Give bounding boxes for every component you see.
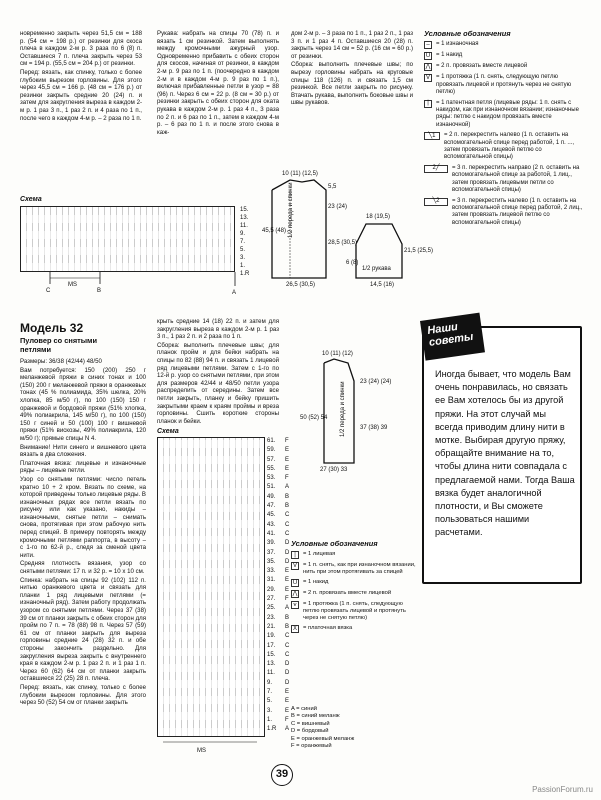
legend-row bbox=[291, 590, 416, 598]
paragraph: дом 2-м р. – 3 раза по 1 п., 1 раз 2 п., 1 раз 3 п. и 1 раз 4 п. Оставшиеся 20 (28) п. закрыть через 14 см = 52 р. (16 см = 60 р.) от резинки. bbox=[291, 30, 413, 60]
row-number-value: 19. bbox=[267, 633, 276, 640]
legend-row bbox=[291, 601, 416, 622]
row-number-value: 9. bbox=[267, 679, 273, 686]
row-number bbox=[267, 632, 289, 641]
row-number-value: 1.R bbox=[267, 726, 277, 733]
legend-row bbox=[424, 132, 584, 162]
row-number bbox=[267, 688, 289, 697]
legend-text: = 1 патентная петля (лицевые ряды: 1 п. снять с накидом, как при изнаночном вязании; изнаночные ряды: петлю с накидом провязать вместе изнаночной) bbox=[436, 99, 579, 128]
row-number bbox=[267, 586, 289, 595]
row-color-letter: C bbox=[285, 530, 290, 537]
row-color-letter: E bbox=[285, 447, 290, 454]
legend-text: = 1 накид bbox=[303, 579, 329, 585]
row-number-value: 13. bbox=[267, 661, 276, 668]
row-number bbox=[267, 697, 289, 706]
paragraph: Рукава: набрать на спицы 70 (78) п. и вязать 1 см резинкой. Затем выполнять между кромочными ажурный узор. Одновременно прибавить с обеих сторон для скосов, начиная от резинки, в каждом 2-м р. 9 раз по 1 п. (поочередно в каждом 2-м и в каждом 4-м р. 9 раз по 1 п.), включая прибавленные петли в узор = 88 (96) п. Через 6 см = 22 р. (8 см = 30 р.) от резинки закрыть с обеих сторон для оката рукава в каждом 2-м р. 1 раз 4 п., 3 раза по 2 п. и 6 раз по 1 п., затем в каждом 4-м р. – 6 раз по 1 п. и после этого снова в каж- bbox=[157, 30, 279, 136]
row-number-value: 5. bbox=[267, 698, 273, 705]
row-color-letter: B bbox=[285, 493, 290, 500]
row-number-value: 47. bbox=[267, 503, 276, 510]
paragraph: крыть средние 14 (18) 22 п. и затем для закругления выреза в каждом 2-м р. 1 раз 3 п., 1 раз 2 п. и 2 раза по 1 п. bbox=[157, 318, 279, 341]
row-color-letter: D bbox=[285, 679, 290, 686]
knit-symbol-icon: | bbox=[291, 551, 299, 559]
marker-ms: MS bbox=[68, 282, 77, 288]
dim-width: 26,5 (30,5) bbox=[286, 282, 316, 288]
dim-neck-drop: 5,5 bbox=[328, 184, 337, 190]
row-color-letter: B bbox=[285, 623, 290, 630]
row-number bbox=[267, 558, 289, 567]
yarn-over-icon: U bbox=[292, 579, 298, 586]
row-number bbox=[267, 456, 289, 465]
model-title: Модель 32 bbox=[20, 321, 84, 335]
row-number: 13. bbox=[240, 215, 249, 221]
row-number-value: 49. bbox=[267, 493, 276, 500]
row-color-letter: E bbox=[285, 465, 290, 472]
dim-neck: 10 (11) (12) bbox=[322, 351, 353, 357]
row-number bbox=[267, 474, 289, 483]
legend-text: = 1 протяжка (1 п. снять, следующую петлю провязать лицевой и протянуть через не снятую петлю) bbox=[303, 601, 406, 621]
row-number bbox=[267, 679, 289, 688]
legend-row bbox=[291, 625, 416, 633]
legend-row bbox=[424, 198, 584, 228]
legend-text: = 1 изнаночная bbox=[436, 41, 479, 48]
text-column-1 bbox=[20, 30, 142, 123]
row-color-letter: E bbox=[285, 707, 290, 714]
legend-text: = 1 п. снять, как при изнаночном вязании, нить при этом протягивать за спицей bbox=[303, 562, 416, 575]
row-color-letter: D bbox=[285, 558, 290, 565]
row-color-letter: D bbox=[285, 661, 290, 668]
legend-row bbox=[291, 579, 416, 587]
color-key-item: E = оранжевый меланж bbox=[291, 735, 355, 742]
dim-sleeve-top: 18 (19,5) bbox=[366, 214, 391, 220]
row-number-value: 55. bbox=[267, 465, 276, 472]
row-number bbox=[267, 642, 289, 651]
text-column-3 bbox=[291, 30, 413, 108]
row-number bbox=[267, 521, 289, 530]
row-number-value: 7. bbox=[267, 689, 273, 696]
row-color-letter: B bbox=[285, 614, 290, 621]
paragraph: Размеры: 36/38 (42/44) 48/50 bbox=[20, 358, 102, 365]
row-color-letter: E bbox=[285, 568, 290, 575]
row-color-letter: D bbox=[285, 549, 290, 556]
legend-row bbox=[424, 63, 584, 71]
row-color-letter: C bbox=[285, 633, 290, 640]
dim-sleeve-side: 21,5 (25,5) bbox=[404, 248, 434, 254]
dim-full: 50 (52) 54 bbox=[300, 415, 328, 421]
row-number bbox=[267, 549, 289, 558]
row-number-value: 3. bbox=[267, 707, 273, 714]
row-number bbox=[267, 604, 289, 613]
paragraph: Средняя плотность вязания, узор со снятыми петлями: 17 п. и 32 р. = 10 х 10 см. bbox=[20, 560, 146, 576]
legend-row bbox=[424, 52, 584, 60]
row-number-value: 41. bbox=[267, 530, 276, 537]
legend-text: = 1 накид bbox=[436, 52, 463, 59]
row-number-value: 27. bbox=[267, 596, 276, 603]
row-number bbox=[267, 669, 289, 678]
slip-pass-icon: ⩛ bbox=[291, 601, 299, 609]
paragraph: Вам потребуется: 150 (200) 250 г меланжевой пряжи в синих тонах и 100 (150) 200 г меланжевой пряжи в оранжевых тонах (45 % полиамида, 35% шелка, 20% хлопка, 85 м/50 г), по 100 (150) 150 г оранжевой и бордовой пряжи (51% хлопка, 49% полиакрила, 145 м/50 г), по 100 (150) 150 г синей и 50 (100) 100 г вишневой пряжи (51% вискозы, 49% полиакрила, 120 м/50 г); прямые спицы N 4. bbox=[20, 366, 146, 442]
row-number bbox=[267, 707, 289, 716]
model-text-column-2 bbox=[157, 318, 279, 426]
row-number bbox=[267, 493, 289, 502]
row-number bbox=[267, 595, 289, 604]
marker-a: A bbox=[232, 290, 237, 296]
row-number bbox=[267, 511, 289, 520]
row-color-letter: F bbox=[285, 596, 289, 603]
model-subtitle: Пуловер со снятыми петлями bbox=[20, 336, 98, 354]
legend-text: = 1 протяжка (1 п. снять, следующую петлю провязать лицевой и протянуть через не снятую петлю) bbox=[436, 74, 572, 96]
row-number: 3. bbox=[240, 255, 246, 261]
legend-text: = 1 лицевая bbox=[303, 551, 336, 557]
row-number bbox=[267, 716, 289, 725]
stitch-chart-top bbox=[20, 206, 235, 272]
marker-b: B bbox=[97, 288, 102, 294]
tips-text: Иногда бывает, что модель Вам очень понравилась, но связать ее Вам хотелось бы из другой пряжи. На этот случай мы всегда приводим длину нити в мотке. Выбирая другую пряжу, обращайте внимание на то, чтобы длина нити совпадала с предлагаемой нами. Тогда Ваша вязка будет аналогичной плотности, и Вы сможете пользоваться нашими расчетами. bbox=[435, 369, 575, 538]
legend-row bbox=[291, 562, 416, 576]
row-number-value: 45. bbox=[267, 512, 276, 519]
row-number bbox=[267, 539, 289, 548]
legend-row bbox=[291, 551, 416, 559]
row-color-letter: F bbox=[285, 716, 289, 723]
row-color-letter: E bbox=[285, 456, 290, 463]
row-number-value: 57. bbox=[267, 456, 276, 463]
row-number: 1. bbox=[240, 263, 246, 269]
legend-text: = 3 п. перекрестить налево (1 п. оставить на вспомогательной спице перед работой, 2 лиц., затем провязать лицевой петлю со вспомогательной спицы) bbox=[452, 197, 583, 226]
dim-total: 45,5 (48) bbox=[262, 228, 287, 234]
row-color-letter: E bbox=[285, 698, 290, 705]
row-number bbox=[267, 465, 289, 474]
schematic-label: 1/2 переда и спинки bbox=[340, 381, 346, 437]
marker-ms: MS bbox=[197, 748, 206, 754]
row-number: 1.R bbox=[240, 271, 250, 277]
color-key-item: C = вишневый bbox=[291, 720, 330, 727]
schema-label: Схема bbox=[20, 196, 42, 203]
row-number-value: 53. bbox=[267, 475, 276, 482]
model-text-column-1 bbox=[20, 358, 146, 708]
paragraph: Перед: вязать, как спинку, только с более глубоким вырезом горловины. Для этого через 45,5 см = 166 р. (48 см = 176 р.) от резинки закрыть средние 20 (24) п. и затем для закругления выреза в каждом 2-м р. 1 раз 3 п., 1 раз 2 п. и 4 раза по 1 п., после чего в каждом 4-м р. – 2 раза по 1 п. bbox=[20, 68, 142, 122]
row-number bbox=[267, 437, 289, 446]
paragraph: Сборка: выполнить плечевые швы; для планок пройм и для бейки набрать на спицы по 82 (88) 94 п. и связать 1 лицевой ряд лицевыми петлями. Затем с 1-го по 12-й р. узор со снятыми петлями, при этом для размеров 42/44 и 48/50 петли узора распределить от середины. Затем все петли закрыть, планку и бейку пришить закрытыми краем к краям проймы и вреза горловины. Сшить короткие стороны планок и бейки. bbox=[157, 341, 279, 425]
legend-title: Условные обозначения bbox=[424, 29, 511, 38]
row-number bbox=[267, 483, 289, 492]
cross-right-icon: 2╱ bbox=[424, 165, 448, 173]
row-number bbox=[267, 567, 289, 576]
row-number: 11. bbox=[240, 223, 248, 229]
dim-sleeve-base: 14,5 (16) bbox=[370, 282, 395, 288]
row-number-value: 17. bbox=[267, 642, 276, 649]
dim-sleeve-left: 6 (8) bbox=[346, 260, 359, 266]
row-number bbox=[267, 502, 289, 511]
row-number-value: 11. bbox=[267, 670, 275, 677]
row-number-value: 43. bbox=[267, 521, 276, 528]
color-key-item: F = оранжевый bbox=[291, 743, 332, 750]
row-number-value: 61. bbox=[267, 438, 276, 444]
paragraph: Спинка: набрать на спицы 92 (102) 112 п. нитью оранжевого цвета и связать для планки 1 ряд лицевыми петлями (= изнаночный ряд). Затем работу продолжать узором со снятыми петлями. Через 37 (38) 39 см от планки закрыть с обеих сторон для пройм по 7 п. = 78 (88) 98 п. Через 57 (59) 61 см от планки закрыть для выреза горловины средние 24 (28) 32 п. и обе стороны закончить раздельно. Для закругления выреза закрыть с внутреннего края в каждом 2-м р. 1 раз 2 п. и 1 раз 1 п. Через 60 (62) 64 см от планки закрыть оставшиеся 22 (25) 28 п. плеча. bbox=[20, 576, 146, 683]
row-number-value: 23. bbox=[267, 614, 276, 621]
row-number-value: 31. bbox=[267, 577, 276, 584]
dim-lower: 37 (38) 39 bbox=[360, 425, 388, 431]
garter-stitch-icon: X bbox=[292, 625, 297, 632]
row-color-letter: E bbox=[285, 689, 290, 696]
row-color-letter: D bbox=[285, 670, 290, 677]
row-color-letter: B bbox=[285, 503, 290, 510]
row-number: 7. bbox=[240, 239, 246, 245]
row-number-value: 21. bbox=[267, 623, 276, 630]
legend-text: = 2 п. провязать вместе лицевой bbox=[303, 590, 392, 596]
legend-text: = 2 п. перекрестить налево (1 п. оставить на вспомогательной спице перед работой, 1 п. ..., затем провязать лицевой петлю со вспомогательной спицы) bbox=[444, 132, 575, 161]
row-number bbox=[267, 446, 289, 455]
row-number-value: 29. bbox=[267, 586, 276, 593]
cross-left-icon: ╲1 bbox=[424, 132, 440, 140]
legend-top bbox=[424, 30, 584, 230]
row-color-letter: C bbox=[285, 642, 290, 649]
color-key bbox=[291, 706, 354, 750]
paragraph: новременно закрыть через 51,5 см = 188 р. (54 см = 198 р.) от резинки для скоса плеча в каждом 2-м р. 3 раза по 6 (8) п. Оставшиеся 7 п. плеча закрыть через 53 см = 194 р. (55,5 см = 204 р.) от резинки. bbox=[20, 30, 142, 68]
dim-top: 23 (24) (24) bbox=[360, 379, 392, 385]
k2tog-icon: ⋀ bbox=[292, 590, 298, 597]
row-color-letter: A bbox=[285, 484, 290, 491]
row-color-letter: C bbox=[285, 512, 290, 519]
sleeve-label: 1/2 рукава bbox=[362, 266, 391, 272]
chart-markers-top bbox=[20, 272, 250, 312]
marker-c: C bbox=[46, 288, 51, 294]
row-number: 15. bbox=[240, 207, 249, 213]
tips-heading: Наши советы bbox=[420, 313, 485, 361]
legend-row bbox=[424, 165, 584, 195]
paragraph: Перед: вязать, как спинку, только с более глубоким вырезом горловины. Для этого через 50 (52) 54 см от планки закрыть bbox=[20, 683, 146, 707]
row-number bbox=[267, 623, 289, 632]
row-number-value: 37. bbox=[267, 549, 276, 556]
row-number bbox=[267, 530, 289, 539]
slip-stitch-icon: V bbox=[292, 562, 297, 569]
legend-bottom bbox=[291, 540, 416, 636]
purl-symbol-icon: – bbox=[424, 41, 432, 49]
legend-row bbox=[424, 100, 584, 130]
row-number bbox=[267, 614, 289, 623]
legend-text: = платочная вязка bbox=[303, 625, 353, 631]
row-color-letter: D bbox=[285, 540, 290, 547]
row-color-letter: E bbox=[285, 586, 290, 593]
row-color-letter: C bbox=[285, 651, 290, 658]
dim-neck: 10 (11) (12,5) bbox=[282, 171, 318, 177]
body-schematic-top bbox=[262, 160, 434, 290]
legend-row bbox=[424, 41, 584, 49]
row-number-value: 39. bbox=[267, 540, 276, 547]
dim-armhole: 28,5 (30,5) bbox=[328, 240, 358, 246]
legend-title: Условные обозначения bbox=[291, 539, 378, 548]
row-number-value: 15. bbox=[267, 651, 276, 658]
row-number-value: 25. bbox=[267, 605, 276, 612]
body-schematic-bottom bbox=[300, 345, 410, 475]
dim-width: 27 (30) 33 bbox=[320, 467, 348, 473]
color-key-item: B = синий меланж bbox=[291, 713, 340, 720]
dim-top: 23 (24) bbox=[328, 204, 348, 210]
row-number-value: 33. bbox=[267, 568, 276, 575]
paragraph: Узор со снятыми петлями: число петель кратно 10 + 2 кром. Вязать по схеме, на которой приведены только лицевые ряды. В изнаночных рядах все петли вязать по рисунку или как указано, накиды – изнаночными, снятые петли – снимать снова, протягивая при этом рабочую нить перед спицей. В примеру повторять между кромочными петлями раппорта, в высоту – с 1-го по 62-й р., следя за сменой цвета нити. bbox=[20, 475, 146, 559]
schematic-label: 1/2 переда и спинки bbox=[288, 182, 294, 238]
row-number bbox=[267, 576, 289, 585]
stitch-chart-bottom bbox=[157, 437, 265, 737]
paragraph: Внимание! Нити синего и вишневого цвета вязать в два сложения. bbox=[20, 443, 146, 459]
yarn-over-icon: U bbox=[425, 52, 431, 59]
row-color-letter: C bbox=[285, 521, 290, 528]
cross-left-3-icon: ╲2 bbox=[424, 198, 448, 206]
paragraph: Сборка: выполнить плечевые швы; по вырезу горловины набрать на круговые спицы 118 (126) п. и связать 1,5 см резинкой. Все петли закрыть по рисунку. Втачать рукава, выполнить боковые швы и швы рукавов. bbox=[291, 61, 413, 107]
chart-row-numbers bbox=[267, 437, 289, 735]
paragraph: Платочная вязка: лицевые и изнаночные ряды – лицевые петли. bbox=[20, 459, 146, 475]
color-key-item: A = синий bbox=[291, 706, 317, 712]
row-number: 9. bbox=[240, 231, 246, 237]
row-color-letter: F bbox=[285, 438, 289, 444]
row-color-letter: A bbox=[285, 726, 290, 733]
legend-row bbox=[424, 74, 584, 96]
row-number-value: 59. bbox=[267, 447, 276, 454]
slip-pass-icon: V bbox=[425, 74, 430, 81]
patent-stitch-icon: | bbox=[424, 100, 432, 108]
watermark: PassionForum.ru bbox=[532, 785, 593, 794]
schema-label: Схема bbox=[157, 428, 179, 435]
row-number-value: 1. bbox=[267, 716, 273, 723]
chart-repeat-marker bbox=[157, 738, 267, 758]
legend-text: = 2 п. провязать вместе лицевой bbox=[436, 63, 528, 70]
legend-text: = 3 п. перекрестить направо (2 п. оставить на вспомогательной спице за работой, 1 лиц., затем провязать лицевыми петли со вспомогательной спицы) bbox=[452, 164, 580, 194]
k2tog-icon: ⋀ bbox=[425, 63, 431, 70]
row-number-value: 35. bbox=[267, 558, 276, 565]
page-number: 39 bbox=[271, 764, 293, 786]
text-column-2 bbox=[157, 30, 279, 137]
row-number-value: 51. bbox=[267, 484, 276, 491]
row-number bbox=[267, 725, 289, 734]
row-number bbox=[267, 651, 289, 660]
row-color-letter: E bbox=[285, 577, 290, 584]
chart-row-numbers bbox=[240, 206, 249, 278]
row-number: 5. bbox=[240, 247, 246, 253]
color-key-item: D = бордовый bbox=[291, 728, 329, 735]
row-color-letter: F bbox=[285, 475, 289, 482]
row-color-letter: A bbox=[285, 605, 290, 612]
row-number bbox=[267, 660, 289, 669]
